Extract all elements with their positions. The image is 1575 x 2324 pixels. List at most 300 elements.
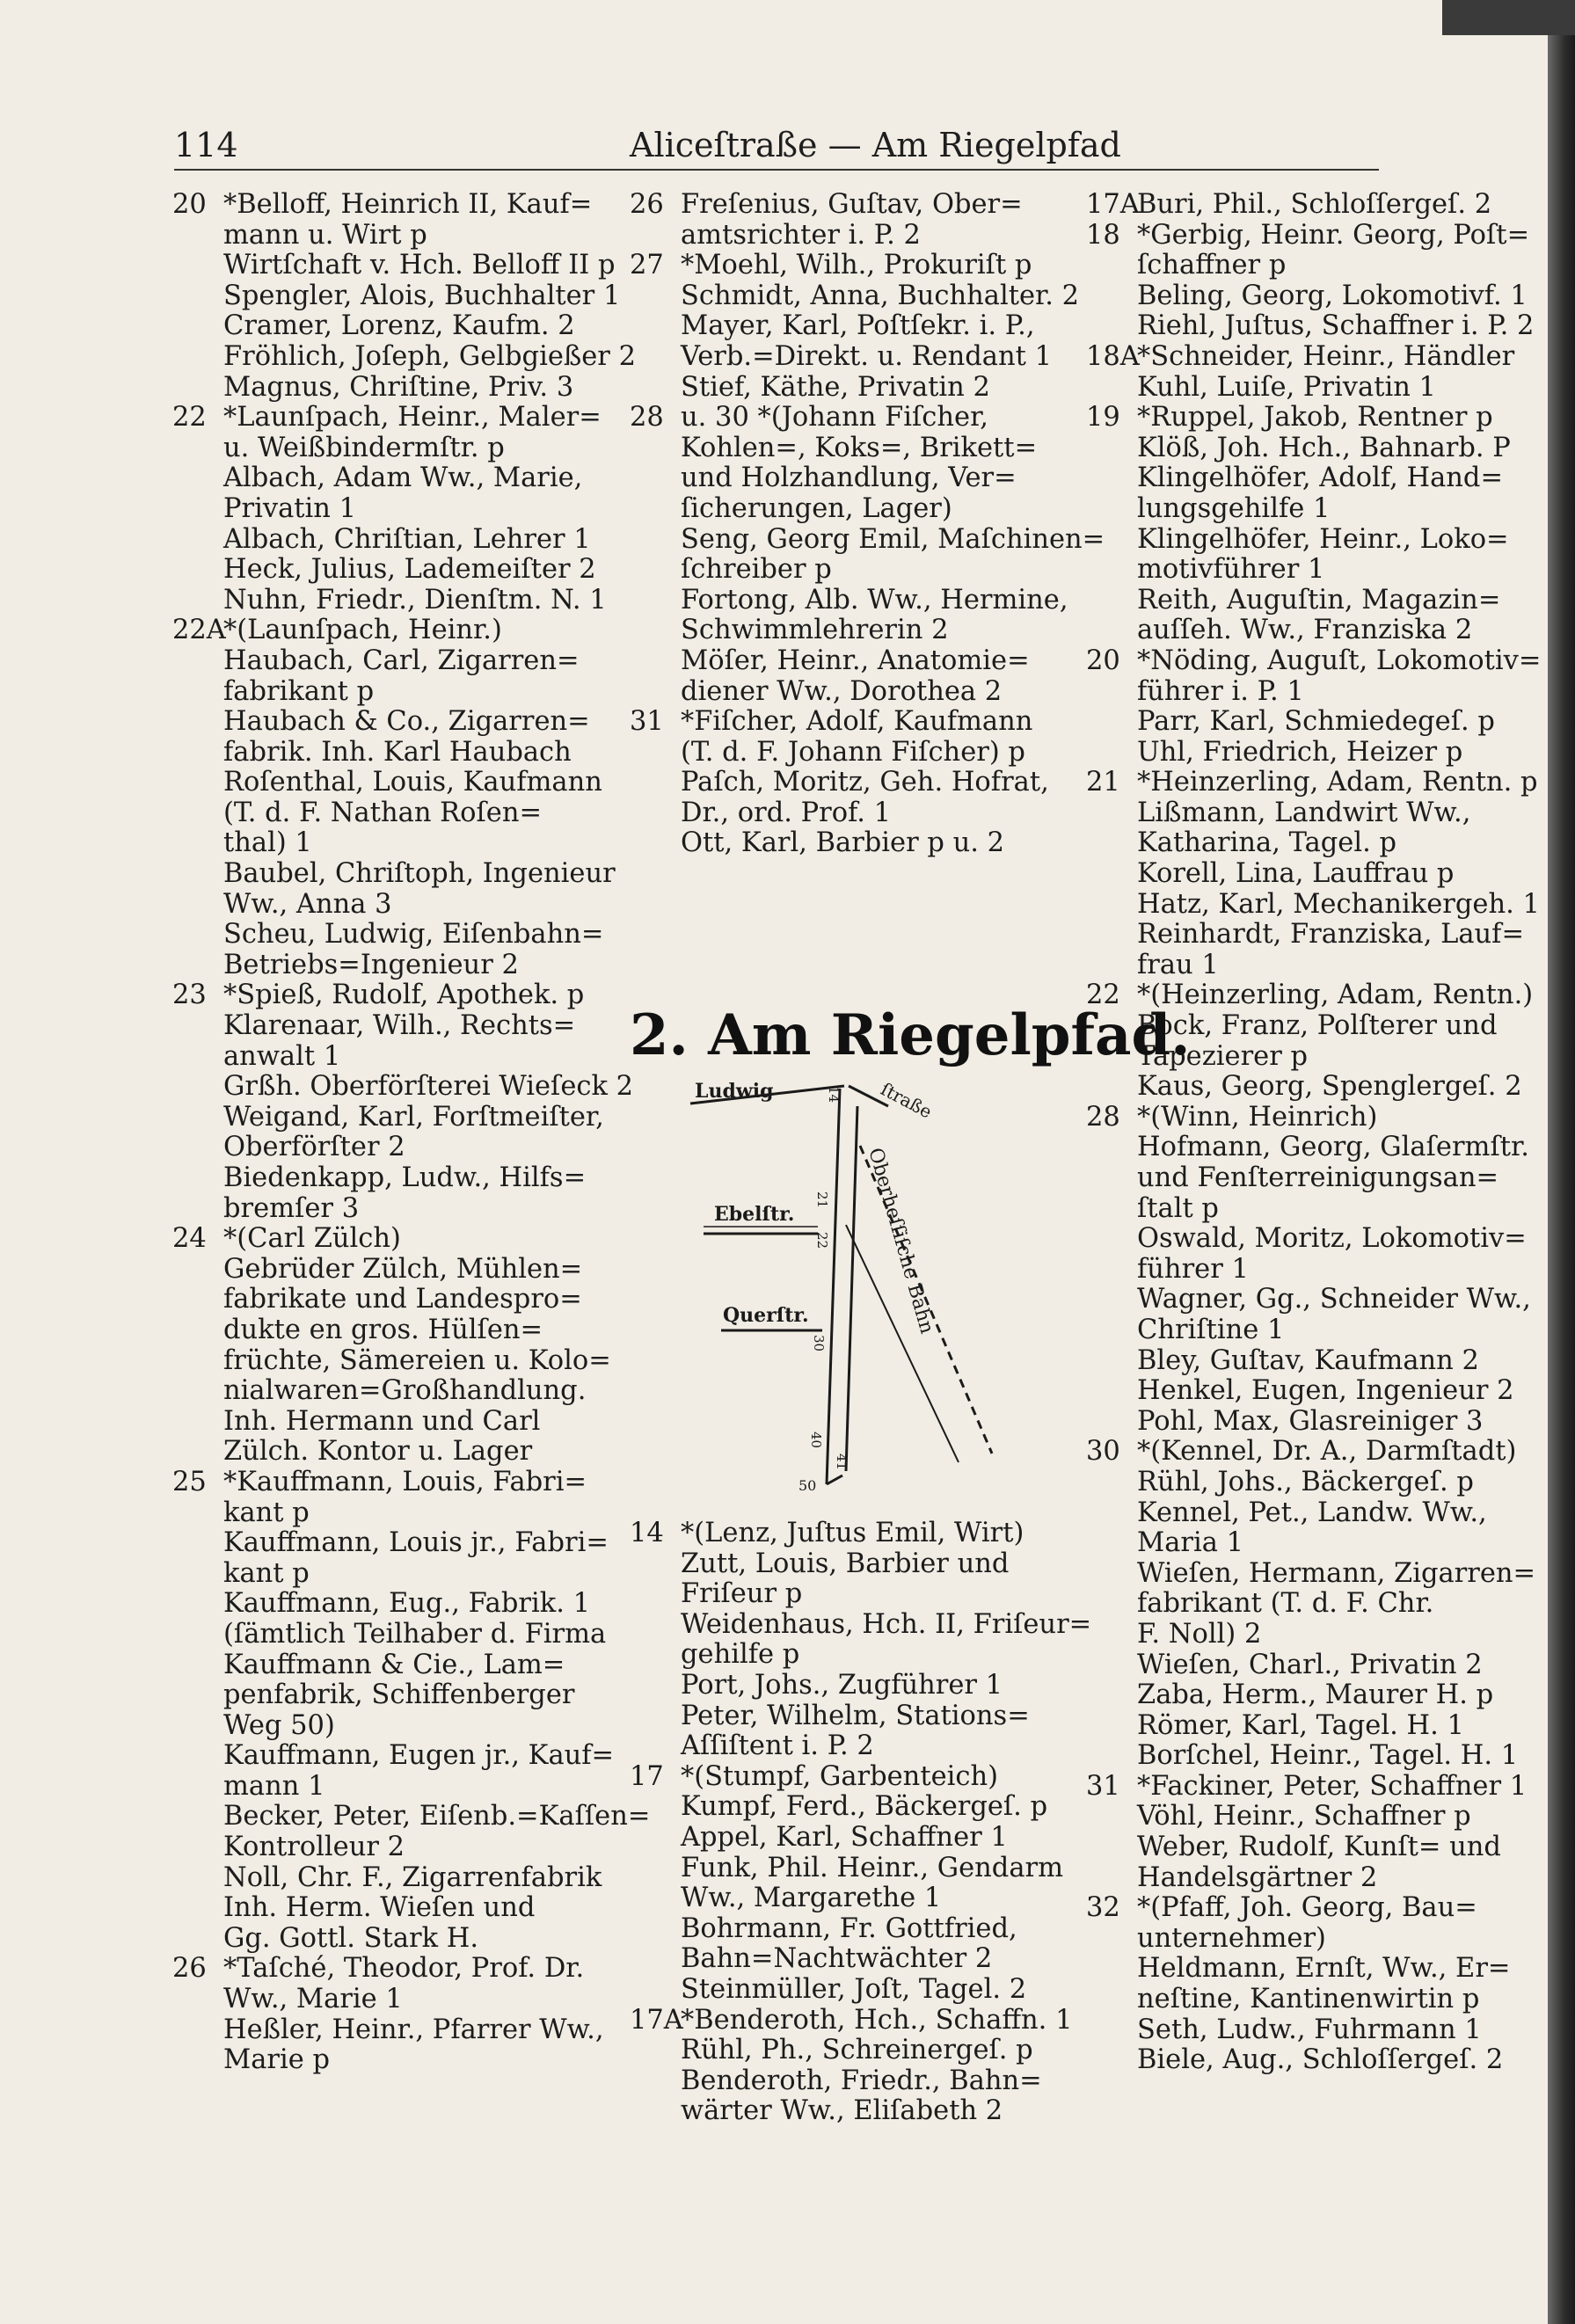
resident-entry: Steinmüller, Joſt, Tagel. 2 [681,1973,1027,2005]
directory-line [172,1527,609,1559]
directory-line [630,221,1043,251]
house-number: 17A [630,2004,683,2036]
resident-entry: Oswald, Moritz, Lokomotiv= [1137,1223,1527,1255]
house-number [630,463,681,494]
map-number-21: 21 [814,1191,830,1209]
house-number [1086,1741,1137,1772]
resident-entry: *Launſpach, Heinr., Maler= [223,402,602,433]
resident-entry: Chriſtine 1 [1137,1314,1285,1345]
house-number [172,1072,223,1103]
directory-line [1086,951,1499,981]
house-number [630,1975,681,2006]
resident-entry: *Heinzerling, Adam, Rentn. p [1137,767,1538,798]
house-number [172,1163,223,1194]
house-number [1086,1163,1137,1194]
resident-entry: früchte, Sämereien u. Kolo= [223,1344,611,1376]
directory-line [1086,1315,1499,1346]
house-number [172,738,223,769]
resident-entry: Betriebs=Ingenieur 2 [223,949,519,980]
map-number-41: 41 [834,1453,849,1471]
directory-line [1086,403,1499,433]
resident-entry: Weidenhaus, Hch. II, Friſeur= [681,1608,1092,1640]
house-number [172,463,223,494]
house-number [1086,555,1137,586]
house-number [172,1133,223,1163]
resident-entry: Spengler, Alois, Buchhalter 1 [223,280,621,311]
directory-line [172,402,602,433]
map-label-querstr: Querſtr. [723,1304,809,1327]
house-number [172,1194,223,1225]
house-number [172,221,223,251]
house-number [630,1854,681,1884]
directory-line [172,1893,587,1924]
column-right [1086,189,1542,2076]
map-label-ludwig: Ludwig [695,1080,774,1103]
directory-line [172,250,616,281]
house-number: 22 [1086,980,1120,1011]
resident-entry: frau 1 [1137,949,1219,980]
directory-line [630,646,1043,677]
directory-line [1086,738,1499,769]
map-riegelpfad-line-right [846,1106,857,1471]
directory-line [172,767,602,798]
house-number [172,311,223,342]
directory-line [172,1498,587,1529]
directory-line [630,1608,1092,1641]
directory-line [1086,859,1499,890]
resident-entry: Bock, Franz, Polſterer und [1137,1010,1498,1042]
directory-line [630,340,1052,373]
house-number [1086,586,1137,616]
house-number [630,555,681,586]
house-number [630,2066,681,2097]
resident-entry: Funk, Phil. Heinr., Gendarm [681,1852,1064,1883]
directory-line [1086,1468,1499,1498]
resident-entry: auſſeh. Ww., Franziska 2 [1137,615,1473,646]
resident-entry: Benderoth, Friedr., Bahn= [681,2065,1042,2096]
house-number [172,251,223,281]
resident-entry: Scheu, Ludwig, Eiſenbahn= [223,919,604,951]
resident-entry: Fortong, Alb. Ww., Hermine, [681,584,1068,616]
directory-line [1086,1407,1499,1438]
directory-line [630,1701,1043,1732]
resident-entry: diener Ww., Dorothea 2 [681,675,1003,707]
directory-line [1086,707,1499,738]
resident-entry: kant p [223,1557,310,1589]
house-number [630,616,681,646]
directory-line [172,1740,615,1772]
directory-line [172,373,587,404]
house-number [172,1407,223,1438]
house-number [1086,1589,1137,1620]
resident-entry: Kauffmann, Eugen jr., Kauf= [223,1740,615,1772]
house-number [172,920,223,951]
map-number-22: 22 [814,1232,830,1249]
resident-entry: und Holzhandlung, Ver= [681,463,1017,494]
directory-line [1086,1770,1528,1803]
house-number [630,1914,681,1945]
resident-entry: Albach, Adam Ww., Marie, [223,463,583,494]
house-number [172,1103,223,1133]
directory-line [172,1924,587,1955]
directory-line [172,1437,587,1468]
resident-entry: Kontrolleur 2 [223,1832,405,1863]
house-number [630,1731,681,1762]
directory-line [172,1954,587,1985]
directory-line [172,738,587,769]
directory-line [1086,1528,1499,1559]
resident-entry: fabrikate und Landespro= [223,1284,582,1315]
house-number: 25 [172,1466,207,1497]
house-number [630,828,681,859]
resident-entry: Klingelhöfer, Heinr., Loko= [1137,523,1509,555]
resident-entry: Gebrüder Zülch, Mühlen= [223,1253,583,1285]
resident-entry: *Kauffmann, Louis, Fabri= [223,1466,587,1497]
house-number: 22 [172,402,207,433]
resident-entry: Kennel, Pet., Landw. Ww., [1137,1497,1487,1528]
directory-line [630,494,1043,525]
directory-line [1086,1103,1499,1133]
house-number: 19 [1086,402,1120,433]
directory-line [1086,1680,1499,1711]
running-title: Aliceſtraße — Am Riegelpfad [630,126,1121,164]
house-number [1086,1315,1137,1346]
resident-entry: kant p [223,1497,310,1528]
directory-line [1086,251,1499,281]
house-number [630,2096,681,2127]
column-middle-bottom [630,1518,1092,2127]
resident-entry: Appel, Karl, Schaffner 1 [681,1821,1008,1853]
resident-entry: Heck, Julius, Lademeiſter 2 [223,554,596,586]
map-riegelpfad-end [827,1475,842,1484]
resident-entry: Paſch, Moritz, Geh. Hofrat, [681,767,1049,798]
house-number [630,738,681,769]
house-number: 17A [1086,189,1140,220]
house-number [630,221,681,251]
directory-line [630,2004,1073,2036]
resident-entry: Rühl, Ph., Schreinergeſ. p [681,2035,1033,2066]
resident-entry: u. Weißbindermſtr. p [223,432,505,463]
resident-entry: und Fenſterreinigungsan= [1137,1162,1499,1193]
resident-entry: Weigand, Karl, Forſtmeiſter, [223,1101,604,1133]
resident-entry: mann u. Wirt p [223,219,427,251]
house-number [630,373,681,404]
directory-line [172,1801,651,1832]
house-number: 31 [630,706,664,738]
house-number [172,1346,223,1377]
directory-line [172,1861,602,1894]
house-number [172,555,223,586]
resident-entry: *Fackiner, Peter, Schaffner 1 [1137,1770,1528,1802]
house-number [172,1863,223,1894]
house-number [172,1437,223,1468]
house-number [172,1011,223,1042]
directory-line [172,798,587,829]
house-number [630,1701,681,1732]
directory-line [1086,310,1535,342]
house-number [172,1711,223,1742]
resident-entry: fabrikant (T. d. F. Chr. [1137,1588,1434,1620]
directory-line [172,554,596,586]
house-number [1086,1711,1137,1742]
directory-line [172,189,593,221]
directory-line [1086,190,1499,221]
resident-entry: Bohrmann, Fr. Gottfried, [681,1912,1017,1944]
resident-entry: *Spieß, Rudolf, Apothek. p [223,980,585,1011]
directory-line [172,890,587,921]
house-number [630,433,681,464]
resident-entry: Kaus, Georg, Spenglergeſ. 2 [1137,1071,1522,1103]
resident-entry: neſtine, Kantinenwirtin p [1137,1984,1480,2015]
directory-line [1086,1832,1499,1863]
resident-entry: amtsrichter i. P. 2 [681,219,921,251]
house-number [1086,707,1137,738]
directory-line [1086,888,1540,921]
resident-entry: Noll, Chr. F., Zigarrenfabrik [223,1861,602,1893]
house-number [630,1610,681,1641]
house-number [630,525,681,556]
resident-entry: Inh. Hermann und Carl [223,1405,541,1437]
directory-line [172,1011,587,1042]
directory-line [630,798,1043,829]
directory-line [1086,1620,1499,1650]
resident-entry: ſchaffner p [1137,250,1287,281]
resident-entry: *Fiſcher, Adolf, Kaufmann [681,706,1033,738]
directory-line [172,1559,587,1590]
house-number [172,1802,223,1832]
resident-entry: Cramer, Lorenz, Kaufm. 2 [223,310,575,342]
house-number [630,311,681,342]
house-number [172,768,223,798]
directory-line [172,980,587,1011]
resident-entry: *Schneider, Heinr., Händler [1137,340,1515,372]
directory-line [630,2036,1043,2066]
resident-entry: *(Pfaff, Joh. Georg, Bau= [1137,1892,1477,1924]
house-number: 32 [1086,1892,1120,1924]
directory-line [1086,340,1515,373]
resident-entry: Hatz, Karl, Mechanikergeh. 1 [1137,888,1540,920]
resident-entry: Riehl, Juſtus, Schaffner i. P. 2 [1137,310,1535,342]
resident-entry: *Belloff, Heinrich II, Kauf= [223,189,593,220]
house-number [1086,281,1137,312]
directory-line [172,2045,587,2076]
directory-line [630,463,1043,494]
house-number [172,1680,223,1711]
resident-entry: Kuhl, Luiſe, Privatin 1 [1137,371,1436,403]
house-number: 28 [630,402,664,433]
resident-entry: Friſeur p [681,1578,803,1610]
house-number: 21 [1086,767,1120,798]
directory-line [172,1255,587,1286]
house-number [172,586,223,616]
resident-entry: fabrik. Inh. Karl Haubach [223,736,572,768]
resident-entry: Roſenthal, Louis, Kaufmann [223,767,602,798]
directory-line [1086,1346,1499,1377]
directory-line [1086,280,1528,312]
map-number-14: 14 [826,1086,842,1104]
resident-entry: *Ruppel, Jakob, Rentner p [1137,402,1493,433]
directory-line [172,311,587,342]
resident-entry: Möſer, Heinr., Anatomie= [681,645,1030,676]
resident-entry: gehilfe p [681,1639,800,1671]
resident-entry: *Gerbig, Heinr. Georg, Poſt= [1137,219,1530,251]
resident-entry: Reinhardt, Franziska, Lauf= [1137,919,1525,951]
directory-line [630,1823,1043,1854]
resident-entry: Dr., ord. Prof. 1 [681,797,892,828]
resident-entry: *(Kennel, Dr. A., Darmſtadt) [1137,1436,1517,1468]
house-number: 27 [630,250,664,281]
directory-line [172,1618,607,1650]
resident-entry: Gg. Gottl. Stark H. [223,1922,479,1954]
house-number [630,1883,681,1914]
directory-line [1086,1284,1531,1315]
resident-entry: Maria 1 [1137,1527,1244,1559]
directory-line [630,403,1043,433]
directory-line [630,555,1043,586]
resident-entry: Katharina, Tagel. p [1137,827,1397,859]
directory-line [630,373,1043,404]
resident-entry: *(Heinzerling, Adam, Rentn.) [1137,980,1534,1011]
house-number [1086,1346,1137,1377]
page-number: 114 [174,126,238,164]
resident-entry: Pohl, Max, Glasreiniger 3 [1137,1405,1484,1437]
house-number [1086,828,1137,859]
house-number [1086,920,1137,951]
directory-line [172,1468,587,1498]
directory-line [1086,219,1530,251]
directory-line [172,1163,587,1194]
directory-line [1086,1985,1499,2015]
directory-line [1086,1163,1499,1194]
directory-line [1086,1650,1499,1681]
map-riegelpfad-line-left [827,1089,840,1484]
house-number [1086,1650,1137,1681]
street-map [668,1067,1046,1497]
resident-entry: Wieſen, Charl., Privatin 2 [1137,1649,1483,1680]
house-number [630,281,681,312]
resident-entry: motivführer 1 [1137,554,1325,586]
resident-entry: Reith, Auguſtin, Magazin= [1137,584,1501,616]
house-number [1086,738,1137,769]
house-number [172,2045,223,2076]
directory-line [1086,2044,1504,2076]
resident-entry: Seth, Ludw., Fuhrmann 1 [1137,2014,1482,2045]
resident-entry: Uhl, Friedrich, Heizer p [1137,736,1463,768]
house-number: 18A [1086,340,1140,372]
directory-line [172,280,621,312]
directory-line [172,616,587,646]
house-number [1086,1802,1137,1832]
resident-entry: Korell, Lina, Lauffrau p [1137,858,1455,890]
house-number: 26 [172,1953,207,1985]
house-number [630,342,681,373]
resident-entry: ſchreiber p [681,554,832,586]
directory-line [1086,1436,1517,1468]
resident-entry: Heldmann, Ernſt, Ww., Er= [1137,1953,1511,1985]
directory-line [1086,1953,1511,1985]
resident-entry: führer 1 [1137,1253,1249,1285]
directory-line [172,828,587,859]
directory-line [172,1285,587,1315]
resident-entry: *Taſché, Theodor, Prof. Dr. [223,1953,585,1985]
house-number [630,1579,681,1610]
directory-line [172,523,591,556]
directory-line [1086,645,1542,677]
resident-entry: Bahn=Nachtwächter 2 [681,1943,993,1975]
directory-line [1086,798,1499,829]
directory-line [172,1680,587,1711]
resident-entry: Zülch. Kontor u. Lager [223,1436,533,1468]
directory-line [1086,1194,1499,1225]
directory-line [172,1832,587,1863]
directory-line [630,311,1043,342]
house-number: 28 [1086,1101,1120,1133]
directory-line [1086,677,1499,708]
map-label-strasse: ſtraße [877,1078,936,1123]
house-number [1086,311,1137,342]
directory-line [172,463,587,494]
house-number [1086,1498,1137,1529]
house-number [630,677,681,708]
house-number [1086,2045,1137,2076]
directory-line [630,1762,1043,1793]
house-number: 23 [172,980,207,1011]
house-number [172,677,223,708]
directory-line [1086,555,1499,586]
directory-line [172,951,587,981]
house-number [1086,433,1137,464]
directory-line [1086,1589,1499,1620]
directory-line [172,1711,587,1742]
resident-entry: ſtalt p [1137,1192,1219,1224]
resident-entry: Oberförſter 2 [223,1132,405,1163]
directory-line [172,1101,604,1133]
directory-line [1086,1375,1514,1407]
resident-entry: Wirtſchaft v. Hch. Belloff II p [223,250,616,281]
resident-entry: führer i. P. 1 [1137,675,1304,707]
resident-entry: Weg 50) [223,1709,335,1741]
resident-entry: Port, Johs., Zugführer 1 [681,1669,1003,1701]
resident-entry: Kumpf, Ferd., Bäckergeſ. p [681,1791,1048,1823]
directory-line [172,1042,587,1073]
house-number [1086,1224,1137,1255]
house-number [172,1315,223,1346]
resident-entry: Ww., Marie 1 [223,1984,403,2015]
resident-entry: *Nöding, Auguſt, Lokomotiv= [1137,645,1542,676]
house-number [630,1792,681,1823]
resident-entry: Henkel, Eugen, Ingenieur 2 [1137,1375,1514,1407]
resident-entry: *(Stumpf, Garbenteich) [681,1760,999,1792]
directory-line [630,1852,1064,1884]
resident-entry: fabrikant p [223,675,375,707]
resident-entry: Rühl, Johs., Bäckergeſ. p [1137,1466,1474,1497]
directory-line [172,2014,604,2046]
directory-line [630,1975,1043,2006]
resident-entry: Handelsgärtner 2 [1137,1861,1378,1893]
house-number: 20 [172,189,207,220]
resident-entry: Baubel, Chriſtoph, Ingenieur [223,858,616,890]
directory-line [1086,523,1509,556]
directory-line [630,523,1105,556]
house-number [1086,463,1137,494]
resident-entry: Beling, Georg, Lokomotivf. 1 [1137,280,1528,311]
resident-entry: Ww., Margarethe 1 [681,1883,942,1914]
directory-line [630,280,1080,312]
house-number [172,1589,223,1620]
house-number [1086,1407,1137,1438]
street-title: 2. Am Riegelpfad. [630,1002,1191,1068]
directory-line [630,1944,1043,1975]
